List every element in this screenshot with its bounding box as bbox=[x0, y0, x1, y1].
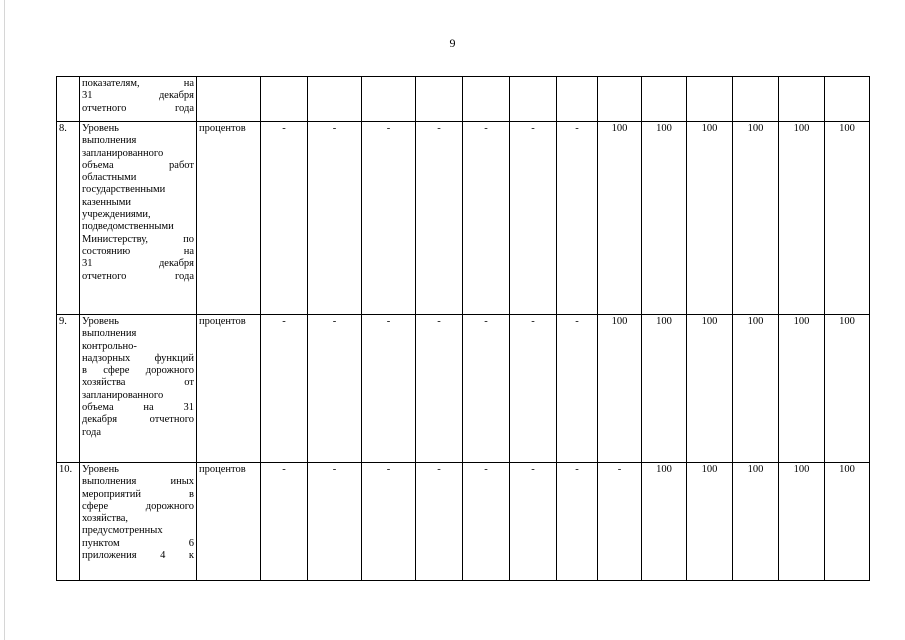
value-cell: - bbox=[416, 122, 463, 315]
value-cell bbox=[687, 77, 733, 122]
row-number bbox=[57, 77, 80, 122]
value-cell: - bbox=[416, 463, 463, 581]
value-cell bbox=[733, 77, 779, 122]
value-cell: 100 bbox=[733, 315, 779, 463]
indicator-name bbox=[80, 77, 197, 122]
value-cell: - bbox=[416, 315, 463, 463]
indicator-name-line: мероприятий в bbox=[82, 488, 194, 500]
value-cell: 100 bbox=[825, 463, 870, 581]
indicator-name-line: Уровень bbox=[82, 464, 119, 475]
value-cell: 100 bbox=[779, 463, 825, 581]
value-cell: 100 bbox=[598, 315, 642, 463]
indicator-name-line: Уровень bbox=[82, 123, 119, 134]
indicator-name-line: запланированного bbox=[82, 389, 164, 401]
value-cell: - bbox=[463, 122, 510, 315]
unit-of-measure bbox=[197, 77, 261, 122]
value-cell: 100 bbox=[642, 122, 687, 315]
value-cell: - bbox=[510, 122, 557, 315]
value-cell: - bbox=[308, 463, 362, 581]
indicator-name bbox=[80, 463, 197, 581]
indicator-name-line: сфере дорожного bbox=[82, 500, 194, 512]
indicator-name-line: Уровень bbox=[82, 316, 119, 327]
indicator-name-line: учреждениями, bbox=[82, 209, 151, 221]
indicator-name-line: хозяйства, bbox=[82, 513, 129, 525]
indicator-name-line: отчетного года bbox=[82, 102, 194, 114]
value-cell: - bbox=[362, 315, 416, 463]
value-cell: - bbox=[557, 315, 598, 463]
value-cell bbox=[261, 77, 308, 122]
indicator-name-line: 31 декабря bbox=[82, 258, 194, 270]
indicator-name bbox=[80, 315, 197, 463]
row-number: 10. bbox=[57, 463, 80, 581]
value-cell: - bbox=[362, 122, 416, 315]
indicator-name-line: декабря отчетного bbox=[82, 414, 194, 426]
value-cell: - bbox=[510, 463, 557, 581]
unit-of-measure: процентов bbox=[197, 315, 261, 463]
value-cell: - bbox=[463, 315, 510, 463]
row-number: 8. bbox=[57, 122, 80, 315]
indicator-name-line: государственными bbox=[82, 184, 166, 196]
indicator-name-line: областными bbox=[82, 172, 137, 184]
indicator-name-line: запланированного bbox=[82, 147, 164, 159]
indicator-name-line: выполнения bbox=[82, 135, 137, 147]
value-cell: - bbox=[261, 463, 308, 581]
value-cell bbox=[463, 77, 510, 122]
value-cell: 100 bbox=[687, 315, 733, 463]
indicator-name-line: подведомственными bbox=[82, 221, 174, 233]
indicator-name-line: года bbox=[82, 426, 101, 438]
scan-edge-line bbox=[4, 0, 5, 640]
indicator-name-line: пунктом 6 bbox=[82, 537, 194, 549]
table-body bbox=[57, 77, 870, 581]
value-cell: - bbox=[261, 315, 308, 463]
unit-of-measure: процентов bbox=[197, 122, 261, 315]
value-cell: 100 bbox=[687, 463, 733, 581]
table-row bbox=[57, 122, 870, 315]
value-cell bbox=[557, 77, 598, 122]
indicator-name-line: отчетного года bbox=[82, 270, 194, 282]
indicator-name-line: в сфере дорожного bbox=[82, 365, 194, 377]
value-cell: - bbox=[557, 122, 598, 315]
value-cell bbox=[510, 77, 557, 122]
value-cell: - bbox=[261, 122, 308, 315]
indicator-name-line: предусмотренных bbox=[82, 525, 163, 537]
indicator-name-line: Министерству, по bbox=[82, 233, 194, 245]
value-cell bbox=[825, 77, 870, 122]
value-cell: 100 bbox=[825, 315, 870, 463]
indicator-name-line: казенными bbox=[82, 196, 131, 208]
value-cell: - bbox=[510, 315, 557, 463]
indicator-name-line: выполнения иных bbox=[82, 476, 194, 488]
table-row bbox=[57, 77, 870, 122]
indicators-table bbox=[56, 76, 870, 581]
value-cell: 100 bbox=[779, 122, 825, 315]
value-cell: 100 bbox=[733, 463, 779, 581]
value-cell bbox=[779, 77, 825, 122]
value-cell: 100 bbox=[642, 315, 687, 463]
indicator-name-line: приложения 4 к bbox=[82, 550, 194, 562]
indicator-name-line: надзорных функций bbox=[82, 352, 194, 364]
table-row bbox=[57, 315, 870, 463]
indicator-name-line: показателям, на bbox=[82, 78, 194, 89]
value-cell: 100 bbox=[825, 122, 870, 315]
indicator-name-line: выполнения bbox=[82, 328, 137, 340]
indicator-name-line: контрольно- bbox=[82, 340, 137, 352]
value-cell: - bbox=[463, 463, 510, 581]
value-cell bbox=[362, 77, 416, 122]
value-cell: 100 bbox=[779, 315, 825, 463]
value-cell: 100 bbox=[642, 463, 687, 581]
value-cell: 100 bbox=[687, 122, 733, 315]
value-cell: 100 bbox=[598, 122, 642, 315]
value-cell: - bbox=[557, 463, 598, 581]
page-number: 9 bbox=[449, 36, 456, 50]
value-cell: - bbox=[308, 122, 362, 315]
indicator-name-line: состоянию на bbox=[82, 245, 194, 257]
value-cell: - bbox=[362, 463, 416, 581]
indicator-name-line: объема работ bbox=[82, 159, 194, 171]
indicator-name-line: хозяйства от bbox=[82, 377, 194, 389]
row-number: 9. bbox=[57, 315, 80, 463]
value-cell bbox=[642, 77, 687, 122]
value-cell bbox=[308, 77, 362, 122]
value-cell: - bbox=[308, 315, 362, 463]
indicator-name-line: объема на 31 bbox=[82, 402, 194, 414]
value-cell: - bbox=[598, 463, 642, 581]
indicator-name bbox=[80, 122, 197, 315]
table-row bbox=[57, 463, 870, 581]
value-cell bbox=[598, 77, 642, 122]
indicator-name-line: 31 декабря bbox=[82, 90, 194, 102]
value-cell bbox=[416, 77, 463, 122]
value-cell: 100 bbox=[733, 122, 779, 315]
unit-of-measure: процентов bbox=[197, 463, 261, 581]
